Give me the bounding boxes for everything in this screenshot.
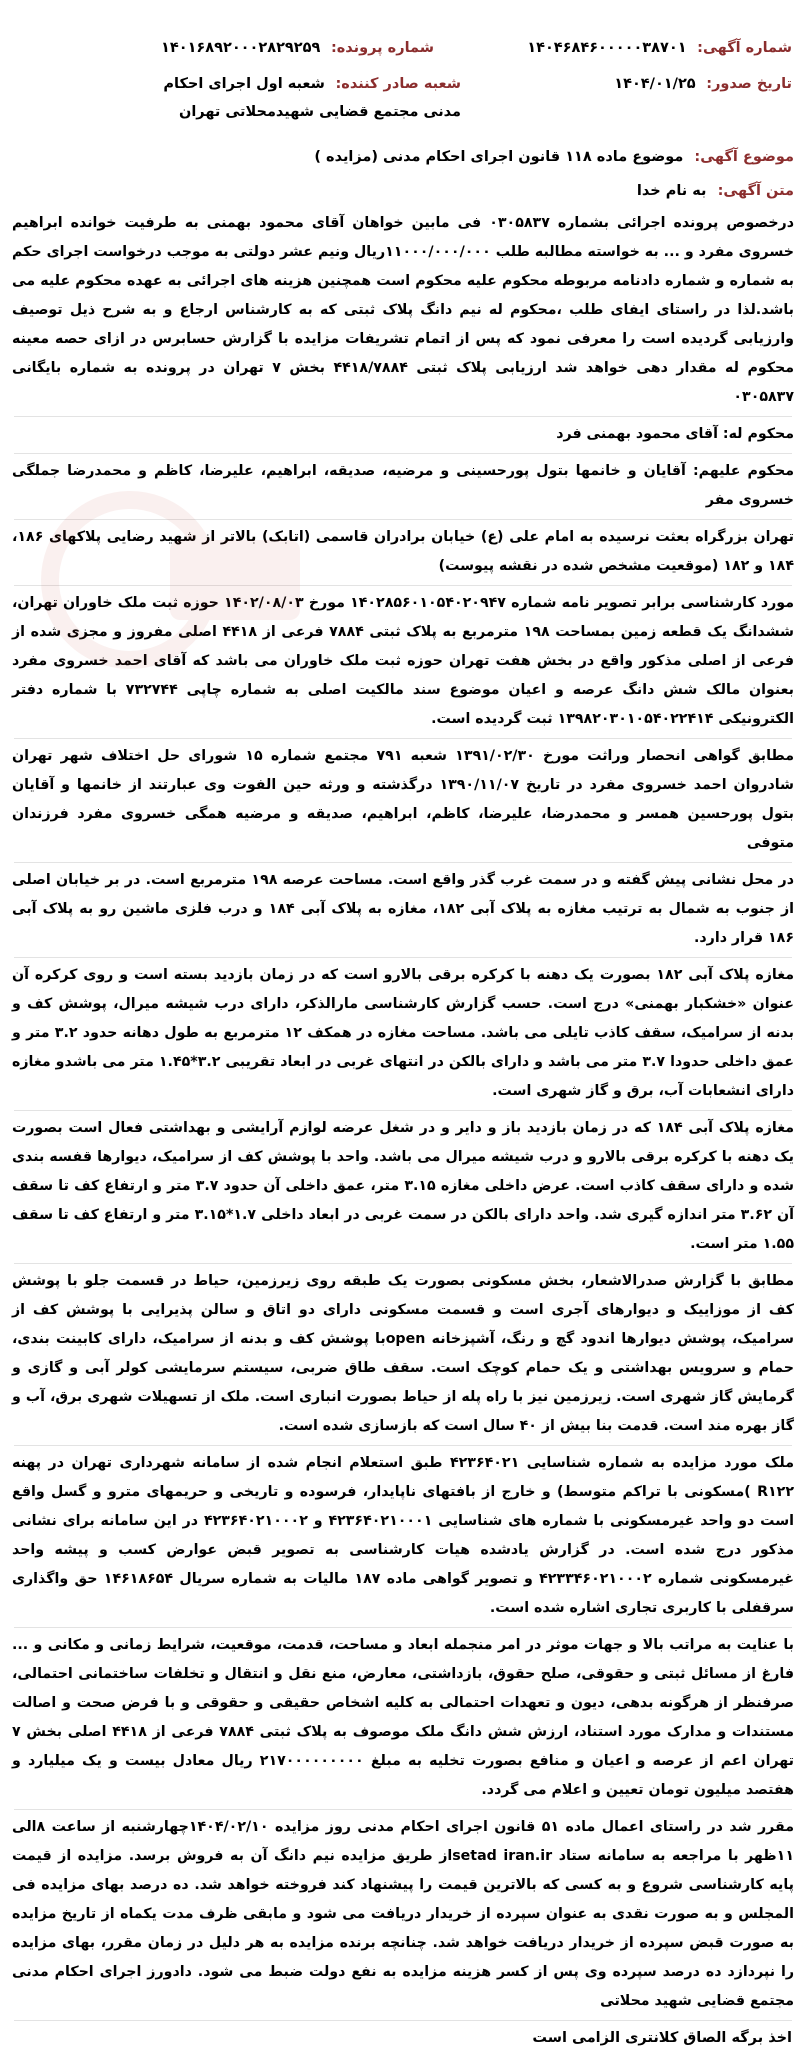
paragraph-judgment-creditor: محکوم له: آقای محمود بهمنی فرد: [556, 426, 794, 442]
subject-value: موضوع ماده ۱۱۸ قانون اجرای احکام مدنی (مزایده ): [314, 149, 684, 165]
footer-note: اخذ برگه الصاق کلانتری الزامی است: [532, 2030, 792, 2046]
issuing-branch-value: شعبه اول اجرای احکام مدنی مجتمع قضایی شهیدمحلاتی تهران: [163, 76, 461, 120]
paragraph-shop-182: مغازه پلاک آبی ۱۸۲ بصورت یک دهنه با کرکره برقی بالارو است که در زمان بازدید بسته است و روی کرکره آن عنوان «خشکبار بهمنی» درج است. حسب گزارش کارشناسی مارالذکر، دارای درب شیشه میرال، پوشش کف و بدنه از سرامیک، سقف کاذب تایلی می باشد. مساحت مغازه در همکف ۱۲ مترمربع به طول دهانه حدود ۳.۲ متر و عمق داخلی حدودا ۳.۷ متر می باشد و دارای بالکن در انتهای غربی در ابعاد تقریبی ۳.۲*۱.۴۵ متر می باشدو مغازه دارای انشعابات آب، برق و گاز شهری است.: [12, 967, 795, 1099]
issue-date-label: تاریخ صدور:: [706, 76, 792, 92]
paragraph-registration: مورد کارشناسی برابر تصویر نامه شماره ۱۴۰۲۸۵۶۰۱۰۵۴۰۲۰۹۴۷ مورخ ۱۴۰۲/۰۸/۰۳ حوزه ثبت ملک خاوران تهران، ششدانگ یک قطعه زمین بمساحت ۱۹۸ مترمربع به پلاک ثبتی ۷۸۸۴ فرعی از ۴۴۱۸ اصلی مفروز و مجزی شده از فرعی از اصلی مذکور واقع در بخش هفت تهران حوزه ثبت ملک خاوران می باشد که آقای احمد خسروی مفرد بعنوان مالک شش دانگ عرصه و اعیان موضوع سند مالکیت اصلی به شماره چاپی ۷۳۲۷۴۴ با شماره دفتر الکترونیکی ۱۳۹۸۲۰۳۰۱۰۵۴۰۲۲۴۱۴ ثبت گردیده است.: [12, 595, 794, 727]
notice-subject: [0, 142, 806, 172]
issuing-branch-label: شعبه صادر کننده:: [335, 76, 461, 92]
issue-date-value: ۱۴۰۴/۰۱/۲۵: [614, 76, 696, 92]
notice-header: [0, 0, 806, 130]
subject-label: موضوع آگهی:: [694, 149, 794, 165]
notice-number-label: شماره آگهی:: [697, 40, 792, 56]
paragraph-location: در محل نشانی پیش گفته و در سمت غرب گذر واقع است. مساحت عرصه ۱۹۸ مترمربع است. در بر خیابان اصلی از جنوب به شمال به ترتیب مغازه به پلاک آبی ۱۸۲، مغازه به پلاک آبی ۱۸۴ و درب فلزی ماشین رو به پلاک آبی ۱۸۶ قرار دارد.: [12, 872, 794, 946]
paragraph-address: تهران بزرگراه بعثت نرسیده به امام علی (ع) خیابان برادران قاسمی (اتابک) بالاتر از شهید رضایی پلاکهای ۱۸۶، ۱۸۴ و ۱۸۲ (موقعیت مشخص شده در نقشه پیوست): [12, 529, 794, 574]
notice-body: [0, 206, 806, 2055]
paragraph-case-summary: درخصوص پرونده اجرائی بشماره ۰۳۰۵۸۳۷ فی مابین خواهان آقای محمود بهمنی به طرفیت خوانده ابراهیم خسروی مفرد و ... به خواسته مطالبه طلب ۱۱۰۰۰/۰۰۰/۰۰۰ریال ونیم عشر دولتی به موجب درخواست اجرای حکم به شماره و شماره دادنامه مربوطه محکوم علیه محکوم است همچنین هزینه های اجرائی به عهده محکوم علیه می باشد.لذا در راستای ایفای طلب ،محکوم له نیم دانگ پلاک ثبتی که به کارشناس ارجاع و به شرح ذیل توصیف وارزیابی گردیده است را معرفی نمود که پس از اتمام تشریفات مزایده با گزارش حسابرس در ازای حصه معینه محکوم له مقدار دهی خواهد شد ارزیابی پلاک ثبتی ۴۴۱۸/۷۸۸۴ بخش ۷ تهران در پرونده به شماره بایگانی ۰۳۰۵۸۳۷: [12, 215, 795, 405]
issue-date: [614, 70, 792, 98]
paragraph-auction-terms: مقرر شد در راستای اعمال ماده ۵۱ قانون اجرای احکام مدنی روز مزایده ۱۴۰۴/۰۲/۱۰چهارشنبه از ساعت ۸الی ۱۱ظهر با مراجعه به سامانه ستاد setad iran.irاز طریق مزایده نیم دانگ آن به فروش برسد. مزایده از قیمت پایه کارشناسی شروع و به کسی که بالاترین قیمت را پیشنهاد کند فروخته خواهد شد. ده درصد بهای مزایده فی المجلس و به صورت نقدی به عنوان سپرده از خریدار دریافت می شود و مابقی ظرف مدت یکماه از تاریخ مزایده به صورت قبض سپرده از خریدار دریافت خواهد شد. چنانچه برنده مزایده به هر دلیل در زمان مقرر، بهای مزایده را نپردازد ده درصد سپرده وی پس از کسر هزینه مزایده به نفع دولت ضبط می شود. دادورز اجرای احکام مدنی مجتمع قضایی شهید محلاتی: [12, 1819, 795, 2009]
paragraph-shop-184: مغازه پلاک آبی ۱۸۴ که در زمان بازدید باز و دایر و در شغل عرضه لوازم آرایشی و بهداشتی فعال است بصورت یک دهنه با کرکره برقی بالارو و درب شیشه میرال می باشد. واحد با پوشش کف از سرامیک، دیوارها قفسه بندی شده و دارای سقف کاذب است. عرض داخلی مغازه ۳.۱۵ متر، عمق داخلی آن حدود ۳.۷ متر و ارتفاع کف تا سقف آن ۳.۶۲ متر اندازه گیری شد. واحد دارای بالکن در سمت غربی در ابعاد داخلی ۱.۷*۳.۱۵ متر و ارتفاع کف تا سقف ۱.۵۵ متر است.: [12, 1120, 795, 1252]
case-number: [161, 34, 434, 62]
paragraph-valuation: با عنایت به مراتب بالا و جهات موثر در امر منجمله ابعاد و مساحت، قدمت، موقعیت، شرایط زمانی و مکانی و ... فارغ از مسائل ثبتی و حقوقی، صلح حقوق، بازداشتی، معارض، منع نقل و انتقال و تخلفات ساختمانی احتمالی، صرفنظر از هرگونه بدهی، دیون و تعهدات احتمالی به کلیه اشخاص حقیقی و حقوقی و با فرض صحت و اصالت مستندات و مدارک مورد استناد، ارزش شش دانگ ملک موصوف به پلاک ثبتی ۷۸۸۴ فرعی از ۴۴۱۸ اصلی بخش ۷ تهران اعم از عرصه و اعیان و منافع بصورت تخلیه به مبلغ ۲۱۷۰۰۰۰۰۰۰۰۰ ریال معادل بیست و یک میلیارد و هفتصد میلیون تومان تعیین و اعلام می گردد.: [12, 1637, 794, 1798]
body-label: متن آگهی:: [717, 183, 794, 199]
paragraph-judgment-debtors: محکوم علیهم: آقایان و خانمها بتول پورحسینی و مرضیه، صدیقه، ابراهیم، علیرضا، کاظم و محمدرضا جملگی خسروی مفر: [12, 463, 794, 508]
paragraph-inheritance: مطابق گواهی انحصار وراثت مورخ ۱۳۹۱/۰۲/۳۰ شعبه ۷۹۱ مجتمع شماره ۱۵ شورای حل اختلاف شهر تهران شادروان احمد خسروی مفرد در تاریخ ۱۳۹۰/۱۱/۰۷ درگذشته و ورثه حین الفوت وی عبارتند از خانمها و آقایان بتول پورحسین همسر و محمدرضا، علیرضا، کاظم، ابراهیم، صدیقه و مرضیه همگی خسروی مفرد فرزندان متوفی: [12, 748, 795, 851]
paragraph-residential: مطابق با گزارش صدرالاشعار، بخش مسکونی بصورت یک طبقه روی زیرزمین، حیاط در قسمت جلو با پوشش کف از موزاییک و دیوارهای آجری است و قسمت مسکونی دارای دو اتاق و سالن پذیرایی با پوشش کف از سرامیک، پوشش دیوارها اندود گچ و رنگ، آشپزخانه openبا پوشش کف و بدنه از سرامیک، دارای کابینت بندی، حمام و سرویس بهداشتی و یک حمام کوچک است. سقف طاق ضربی، سیستم سرمایشی کولر آبی و گازی و گرمایش گاز شهری است. زیرزمین نیز با راه پله از حیاط بصورت انباری است. ملک از تسهیلات شهری برق، آب و گاز بهره مند است. قدمت بنا بیش از ۴۰ سال است که بازسازی شده است.: [12, 1273, 795, 1434]
case-number-value: ۱۴۰۱۶۸۹۲۰۰۰۲۸۲۹۲۵۹: [161, 40, 321, 56]
case-number-label: شماره پرونده:: [330, 40, 434, 56]
notice-number: [527, 34, 792, 62]
notice-number-value: ۱۴۰۴۶۸۴۶۰۰۰۰۰۳۸۷۰۱: [527, 40, 687, 56]
paragraph-municipal: ملک مورد مزایده به شماره شناسایی ۴۲۳۶۴۰۲۱ طبق استعلام انجام شده از سامانه شهرداری تهران در پهنه R۱۲۲ )مسکونی با تراکم متوسط) و خارج از بافتهای ناپایدار، فرسوده و تاریخی و حریمهای مترو و گسل واقع است دو واحد غیرمسکونی با شماره های شناسایی ۴۲۳۶۴۰۲۱۰۰۰۱ و ۴۲۳۶۴۰۲۱۰۰۰۲ در این سامانه برای نشانی مذکور درج شده است. در گزارش یادشده هیات کارشناسی به تصویر قبض عوارض کسب و پیشه واحد غیرمسکونی شماره ۴۲۳۳۴۶۰۲۱۰۰۰۲ و تصویر گواهی ماده ۱۸۷ مالیات به شماره سریال ۱۴۶۱۸۶۵۴ حق واگذاری سرقفلی با کاربری تجاری اشاره شده است.: [12, 1455, 795, 1616]
notice-body-intro: [0, 176, 806, 206]
issuing-branch: [131, 70, 461, 126]
body-intro-value: به نام خدا: [636, 183, 707, 199]
